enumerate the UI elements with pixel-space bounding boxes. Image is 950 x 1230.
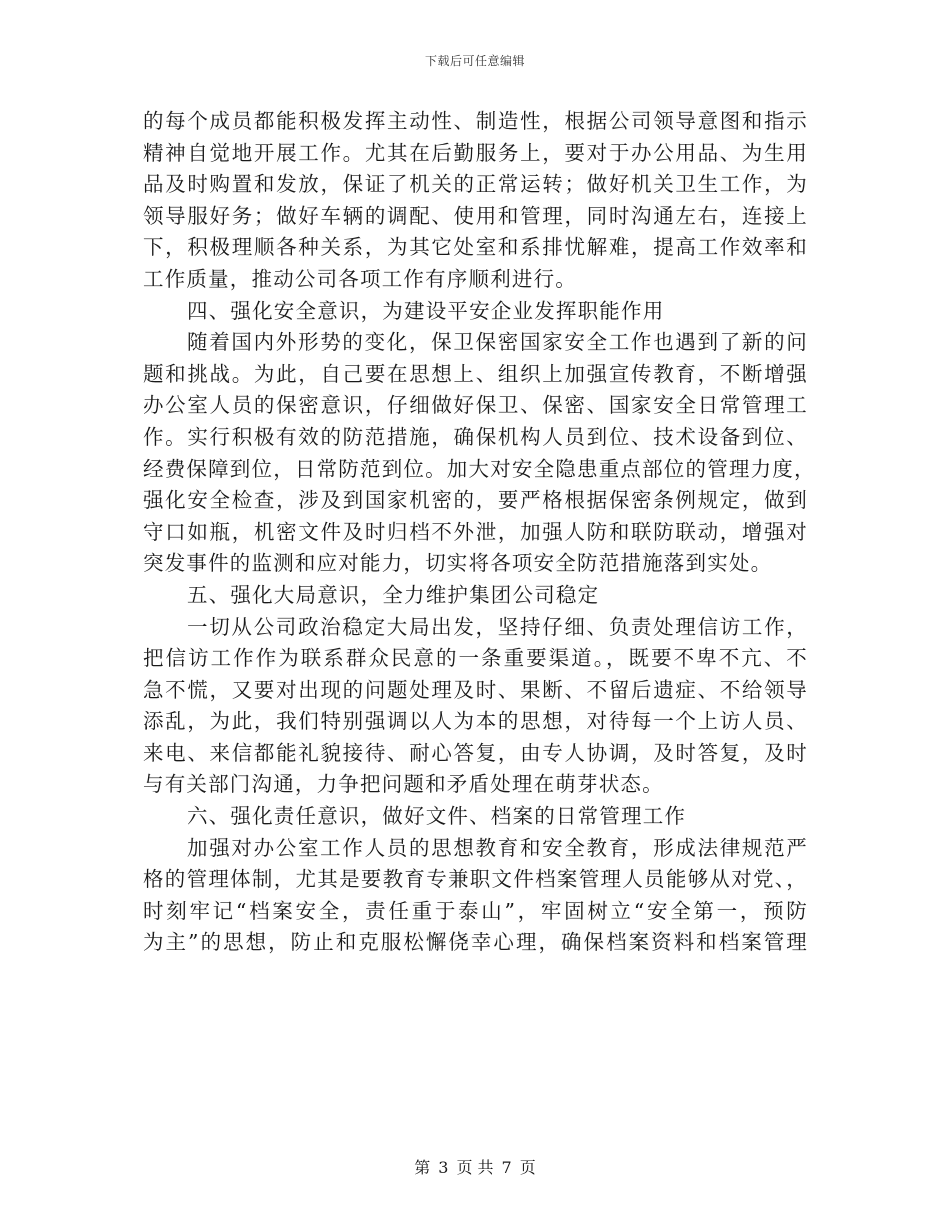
text-line: 经费保障到位，日常防范到位。加大对安全隐患重点部位的管理力度， [143, 456, 816, 481]
total-pages: 7 [501, 1158, 512, 1177]
text-line: 急不慌，又要对出现的问题处理及时、果断、不留后遗症、不给领导 [143, 677, 808, 702]
text-line: 格的管理体制，尤其是要教育专兼职文件档案管理人员能够从对党、， [143, 867, 808, 892]
section-heading: 四、强化安全意识，为建设平安企业发挥职能作用 [187, 298, 665, 323]
text-line: 来电、来信都能礼貌接待、耐心答复，由专人协调，及时答复，及时 [143, 740, 808, 765]
text-line: 精神自觉地开展工作。尤其在后勤服务上，要对于办公用品、为生用 [143, 140, 808, 165]
footer-middle: 页 共 [456, 1158, 494, 1177]
text-line: 领导服好务；做好车辆的调配、使用和管理，同时沟通左右，连接上 [143, 203, 808, 228]
section-heading: 五、强化大局意识，全力维护集团公司稳定 [187, 582, 600, 607]
text-line: 为主”的思想，防止和克服松懈侥幸心理，确保档案资料和档案管理 [143, 930, 808, 955]
section-heading: 六、强化责任意识，做好文件、档案的日常管理工作 [187, 804, 687, 829]
text-line: 的每个成员都能积极发挥主动性、制造性，根据公司领导意图和指示 [143, 109, 808, 133]
text-line: 时刻牢记“档案安全，责任重于泰山”，牢固树立“安全第一，预防 [143, 898, 808, 923]
text-line: 与有关部门沟通，力争把问题和矛盾处理在萌芽状态。 [143, 772, 664, 797]
text-line: 品及时购置和发放，保证了机关的正常运转；做好机关卫生工作，为 [143, 172, 808, 197]
text-line: 下，积极理顺各种关系，为其它处室和系排忧解难，提高工作效率和 [143, 235, 808, 260]
text-line: 随着国内外形势的变化，保卫保密国家安全工作也遇到了新的问 [187, 330, 808, 355]
text-line: 题和挑战。为此，自己要在思想上、组织上加强宣传教育，不断增强 [143, 361, 808, 386]
header-note: 下载后可任意编辑 [424, 54, 525, 68]
text-line: 把信访工作作为联系群众民意的一条重要渠道。，既要不卑不亢、不 [143, 646, 808, 671]
text-line: 作。实行积极有效的防范措施，确保机构人员到位、技术设备到位、 [143, 424, 808, 449]
text-line: 办公室人员的保密意识，仔细做好保卫、保密、国家安全日常管理工 [143, 393, 808, 418]
text-line: 强化安全检查，涉及到国家机密的，要严格根据保密条例规定，做到 [143, 488, 808, 513]
text-line: 加强对办公室工作人员的思想教育和安全教育，形成法律规范严 [187, 835, 808, 860]
page-number: 3 [438, 1158, 449, 1177]
page-footer [0, 1155, 950, 1178]
text-line: 一切从公司政治稳定大局出发，坚持仔细、负责处理信访工作， [187, 614, 808, 639]
text-line: 突发事件的监测和应对能力，切实将各项安全防范措施落到实处。 [143, 551, 773, 576]
footer-suffix: 页 [519, 1158, 536, 1177]
text-line: 工作质量，推动公司各项工作有序顺利进行。 [143, 266, 577, 291]
document-body [143, 106, 816, 959]
footer-prefix: 第 [414, 1158, 431, 1177]
text-line: 添乱，为此，我们特别强调以人为本的思想，对待每一个上访人员、 [143, 709, 808, 734]
text-line: 守口如瓶，机密文件及时归档不外泄，加强人防和联防联动，增强对 [143, 519, 808, 544]
